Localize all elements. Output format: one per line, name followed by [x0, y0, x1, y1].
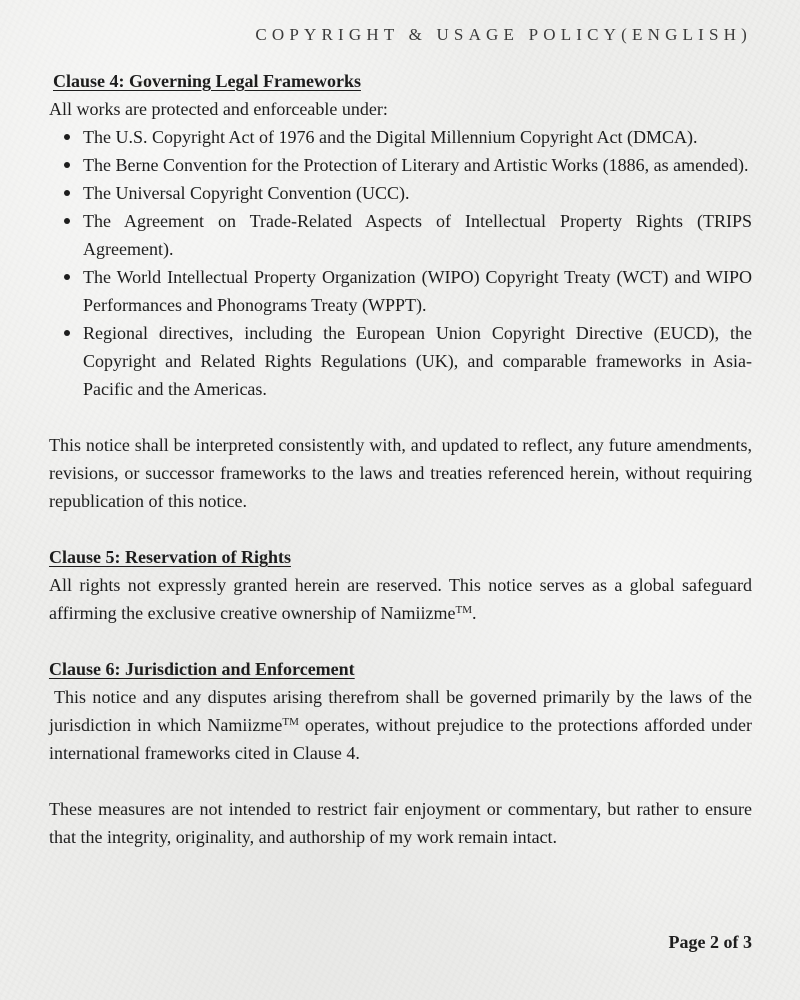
page-header-title: COPYRIGHT & USAGE POLICY(ENGLISH) — [255, 25, 752, 44]
clause-6-section — [49, 655, 752, 767]
clause-5-body-end: . — [472, 603, 477, 623]
clause-5-heading: Clause 5: Reservation of Rights — [49, 547, 291, 567]
clause-5-body-text: All rights not expressly granted herein are reserved. This notice serves as a global safeguard affirming the exclusive creative ownership of Namiizme — [49, 575, 752, 623]
clause-6-heading: Clause 6: Jurisdiction and Enforcement — [49, 659, 355, 679]
list-item: The Agreement on Trade-Related Aspects of Intellectual Property Rights (TRIPS Agreement). — [83, 207, 752, 263]
spacer — [49, 515, 752, 543]
spacer — [49, 403, 752, 431]
trademark-mark: TM — [455, 604, 473, 616]
clause-4-intro: All works are protected and enforceable under: — [49, 99, 388, 119]
clause-5-section — [49, 543, 752, 627]
closing-statement: These measures are not intended to restrict fair enjoyment or commentary, but rather to ensure that the integrity, originality, and authorship of my work remain intact. — [49, 799, 752, 847]
clause-4-heading: Clause 4: Governing Legal Frameworks — [53, 71, 361, 91]
list-item: The U.S. Copyright Act of 1976 and the Digital Millennium Copyright Act (DMCA). — [83, 123, 752, 151]
clause-4-section — [49, 67, 752, 515]
list-item: The Berne Convention for the Protection of Literary and Artistic Works (1886, as amended). — [83, 151, 752, 179]
clause-6-body — [49, 683, 752, 767]
list-item: The World Intellectual Property Organization (WIPO) Copyright Treaty (WCT) and WIPO Performances and Phonograms Treaty (WPPT). — [83, 263, 752, 319]
spacer — [49, 627, 752, 655]
document-body — [49, 67, 752, 851]
page-number: Page 2 of 3 — [668, 932, 752, 952]
trademark-mark: TM — [282, 716, 299, 728]
clause-5-body — [49, 571, 752, 627]
spacer — [49, 767, 752, 795]
clause-6-body-text: This notice and any disputes arising therefrom shall be governed primarily by the laws of the jurisdiction in which Namiizme — [49, 687, 752, 735]
clause-4-notice: This notice shall be interpreted consistently with, and updated to reflect, any future amendments, revisions, or successor frameworks to the laws and treaties referenced herein, without requiring republication of this notice. — [49, 435, 752, 511]
list-item: The Universal Copyright Convention (UCC). — [83, 179, 752, 207]
list-item: Regional directives, including the European Union Copyright Directive (EUCD), the Copyright and Related Rights Regulations (UK), and comparable frameworks in Asia-Pacific and the Americas. — [83, 319, 752, 403]
legal-frameworks-list — [49, 123, 752, 403]
clause-6-body-end: operates, without prejudice to the protections afforded under international frameworks cited in Clause 4. — [49, 715, 752, 763]
